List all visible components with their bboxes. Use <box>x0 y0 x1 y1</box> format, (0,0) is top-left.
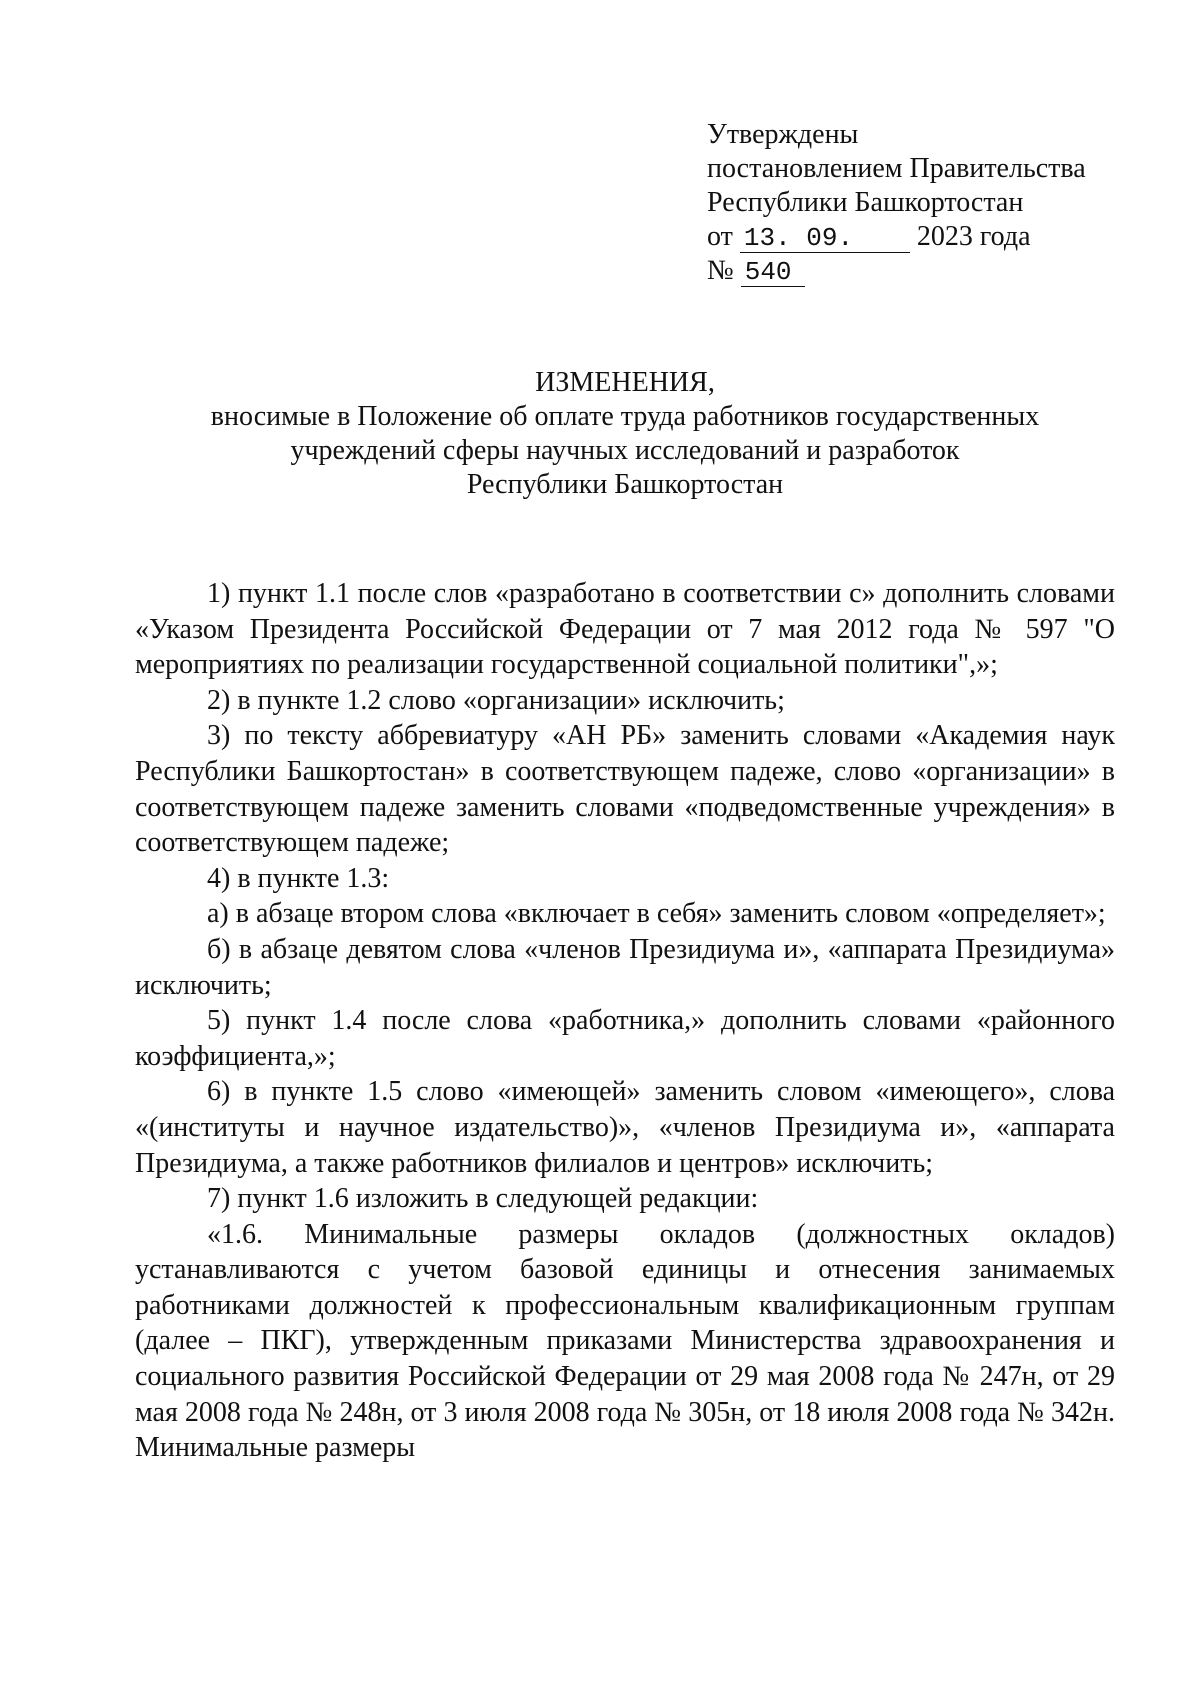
title-subtitle-line-3: Республики Башкортостан <box>466 469 784 500</box>
paragraph-item-1-6-text: «1.6. Минимальные размеры окладов (должностных окладов) устанавливаются с учетом базовой единицы и отнесения занимаемых работниками должностей к профессиональным квалификационным группам (далее – ПКГ), утвержденным приказами Министерства здравоохранения и социального развития Российской Федерации от 29 мая 2008 года № 247н, от 29 мая 2008 года № 248н, от 3 июля 2008 года № 305н, от 18 июля 2008 года № 342н. Минимальные размеры <box>135 1218 1115 1464</box>
approval-line-resolution: постановлением Правительства <box>707 153 1086 184</box>
paragraph-item-2: 2) в пункте 1.2 слово «организации» исключить; <box>207 684 785 716</box>
title-subtitle-line-1: вносимые в Положение об оплате труда работников государственных <box>210 401 1040 432</box>
approval-block <box>707 118 1127 288</box>
paragraph-item-7: 7) пункт 1.6 изложить в следующей редакции: <box>207 1183 759 1215</box>
document-body <box>135 576 1115 1466</box>
approval-line-approved: Утверждены <box>707 119 859 150</box>
approval-date-value: 13. 09. <box>740 224 910 253</box>
paragraph-item-4b: б) в абзаце девятом слова «членов Президиума и», «аппарата Президиума» исключить; <box>135 933 1115 1001</box>
approval-number-line <box>707 254 1127 288</box>
approval-date-suffix: 2023 года <box>916 221 1031 252</box>
approval-number-prefix: № <box>707 255 734 286</box>
approval-line-republic: Республики Башкортостан <box>707 187 1024 218</box>
approval-number-value: 540 <box>741 258 805 287</box>
paragraph-item-4a: а) в абзаце втором слова «включает в себя» заменить словом «определяет»; <box>207 898 1106 930</box>
paragraph-item-4: 4) в пункте 1.3: <box>207 862 390 894</box>
title-heading: ИЗМЕНЕНИЯ, <box>535 367 715 398</box>
paragraph-item-1: 1) пункт 1.1 после слов «разработано в соответствии с» дополнить словами «Указом Президента Российской Федерации от 7 мая 2012 года № 597 "О мероприятиях по реализации государственной социальной политики",»; <box>135 578 1115 681</box>
paragraph-item-3: 3) по тексту аббревиатуру «АН РБ» заменить словами «Академия наук Республики Башкортостан» в соответствующем падеже, слово «организации» в соответствующем падеже заменить словами «подведомственные учреждения» в соответствующем падеже; <box>135 720 1115 859</box>
paragraph-item-5: 5) пункт 1.4 после слова «работника,» дополнить словами «районного коэффициента,»; <box>135 1005 1115 1072</box>
approval-date-prefix: от <box>707 221 733 252</box>
document-title <box>130 366 1120 502</box>
paragraph-item-6: 6) в пункте 1.5 слово «имеющей» заменить словом «имеющего», слова «(институты и научное издательство)», «членов Президиума и», «аппарата Президиума, а также работников филиалов и центров» исключить; <box>135 1076 1115 1179</box>
title-subtitle-line-2: учреждений сферы научных исследований и разработок <box>290 435 960 466</box>
approval-date-line <box>707 220 1127 254</box>
